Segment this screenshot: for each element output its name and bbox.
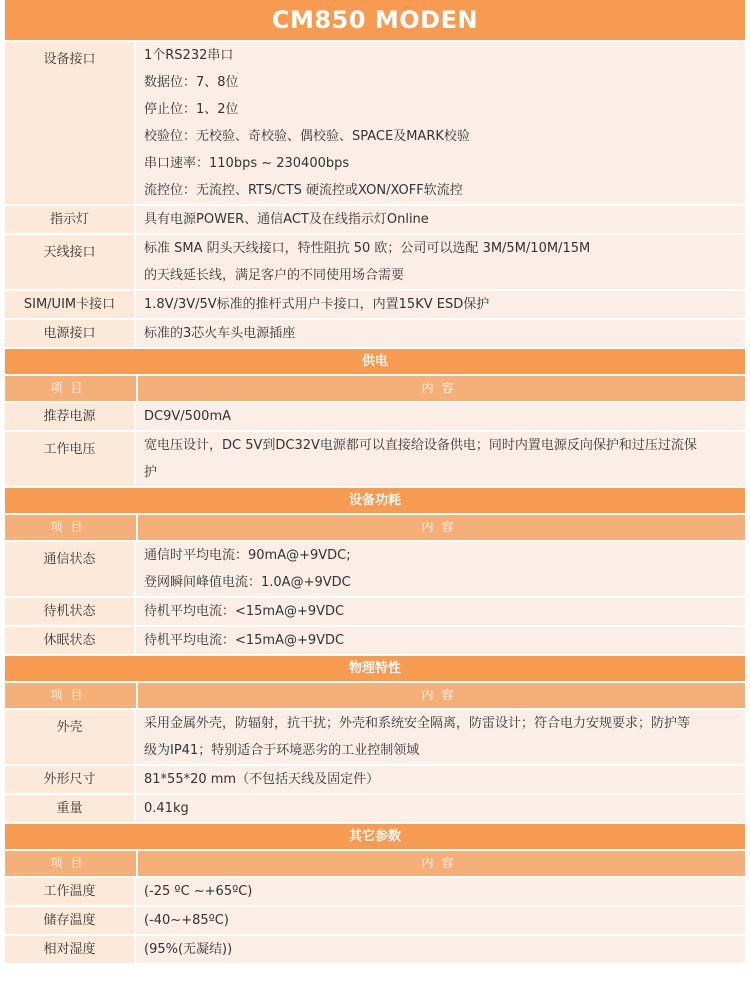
section-title: 设备功耗 bbox=[5, 488, 745, 515]
value-line: 81*55*20 mm（不包括天线及固定件） bbox=[144, 772, 380, 787]
row-label: 电源接口 bbox=[5, 320, 136, 347]
row-label: 外壳 bbox=[5, 710, 136, 764]
row-label: 设备接口 bbox=[5, 42, 136, 204]
column-header-item: 项目 bbox=[5, 851, 138, 876]
row-label: 指示灯 bbox=[5, 206, 136, 233]
value-line: (-40~+85ºC) bbox=[144, 913, 229, 928]
table-row bbox=[5, 42, 745, 206]
page-title: CM850 MODEN bbox=[5, 0, 745, 42]
row-value bbox=[136, 710, 745, 764]
table-row bbox=[5, 291, 745, 320]
row-value bbox=[136, 766, 745, 793]
row-value bbox=[136, 598, 745, 625]
table-row bbox=[5, 432, 745, 488]
value-line: 数据位：7、8位 bbox=[144, 75, 239, 90]
spec-sections bbox=[5, 349, 745, 965]
column-header-item: 项目 bbox=[5, 376, 138, 401]
row-value bbox=[136, 235, 745, 289]
table-row bbox=[5, 542, 745, 598]
value-line: 通信时平均电流：90mA@+9VDC; bbox=[144, 548, 351, 563]
row-value bbox=[136, 320, 745, 347]
section-title: 其它参数 bbox=[5, 824, 745, 851]
row-value bbox=[136, 42, 745, 204]
column-header-content: 内容 bbox=[138, 515, 745, 540]
column-header-content: 内容 bbox=[138, 376, 745, 401]
row-value bbox=[136, 403, 745, 430]
row-value bbox=[136, 432, 745, 486]
value-line: 护 bbox=[144, 465, 158, 480]
row-value bbox=[136, 907, 745, 934]
column-header bbox=[5, 376, 745, 403]
value-line: 待机平均电流：<15mA@+9VDC bbox=[144, 604, 345, 619]
table-row bbox=[5, 766, 745, 795]
value-line: 1个RS232串口 bbox=[144, 48, 234, 63]
column-header bbox=[5, 851, 745, 878]
value-line: 的天线延长线，满足客户的不同使用场合需要 bbox=[144, 268, 405, 283]
row-label: 储存温度 bbox=[5, 907, 136, 934]
value-line: 宽电压设计，DC 5V到DC32V电源都可以直接给设备供电；同时内置电源反向保护和过压过流保 bbox=[144, 438, 697, 453]
table-row bbox=[5, 627, 745, 656]
row-label: 外形尺寸 bbox=[5, 766, 136, 793]
value-line: 停止位：1、2位 bbox=[144, 102, 239, 117]
value-line: 待机平均电流：<15mA@+9VDC bbox=[144, 633, 345, 648]
row-label: 推荐电源 bbox=[5, 403, 136, 430]
value-line: DC9V/500mA bbox=[144, 409, 232, 424]
row-value bbox=[136, 795, 745, 822]
row-value bbox=[136, 878, 745, 905]
row-value bbox=[136, 542, 745, 596]
row-value bbox=[136, 627, 745, 654]
column-header bbox=[5, 515, 745, 542]
interface-table bbox=[5, 42, 745, 349]
value-line: 串口速率：110bps ~ 230400bps bbox=[144, 156, 350, 171]
row-label: 休眠状态 bbox=[5, 627, 136, 654]
table-row bbox=[5, 320, 745, 349]
row-label: 天线接口 bbox=[5, 235, 136, 289]
column-header-content: 内容 bbox=[138, 683, 745, 708]
value-line: 0.41kg bbox=[144, 801, 189, 816]
row-value bbox=[136, 291, 745, 318]
table-row bbox=[5, 795, 745, 824]
column-header-content: 内容 bbox=[138, 851, 745, 876]
table-row bbox=[5, 598, 745, 627]
table-row bbox=[5, 710, 745, 766]
value-line: 标准 SMA 阴头天线接口，特性阻抗 50 欧；公司可以选配 3M/5M/10M/15M bbox=[144, 241, 591, 256]
section-title: 物理特性 bbox=[5, 656, 745, 683]
value-line: 级为IP41；特别适合于环境恶劣的工业控制领域 bbox=[144, 743, 420, 758]
table-row bbox=[5, 206, 745, 235]
column-header-item: 项目 bbox=[5, 515, 138, 540]
value-line: 1.8V/3V/5V标准的推杆式用户卡接口，内置15KV ESD保护 bbox=[144, 297, 490, 312]
value-line: 具有电源POWER、通信ACT及在线指示灯Online bbox=[144, 212, 429, 227]
column-header bbox=[5, 683, 745, 710]
table-row bbox=[5, 235, 745, 291]
value-line: 标准的3芯火车头电源插座 bbox=[144, 326, 296, 341]
row-label: 工作电压 bbox=[5, 432, 136, 486]
row-label: 待机状态 bbox=[5, 598, 136, 625]
spec-sheet bbox=[5, 0, 745, 965]
column-header-item: 项目 bbox=[5, 683, 138, 708]
row-value bbox=[136, 206, 745, 233]
row-label: SIM/UIM卡接口 bbox=[5, 291, 136, 318]
row-label: 相对湿度 bbox=[5, 936, 136, 963]
section-title: 供电 bbox=[5, 349, 745, 376]
value-line: (-25 ºC ~+65ºC) bbox=[144, 884, 253, 899]
table-row bbox=[5, 878, 745, 907]
row-label: 工作温度 bbox=[5, 878, 136, 905]
row-label: 重量 bbox=[5, 795, 136, 822]
value-line: 登网瞬间峰值电流：1.0A@+9VDC bbox=[144, 575, 351, 590]
value-line: 采用金属外壳，防辐射，抗干扰；外壳和系统安全隔离，防雷设计；符合电力安规要求；防护等 bbox=[144, 716, 691, 731]
value-line: 校验位：无校验、奇校验、偶校验、SPACE及MARK校验 bbox=[144, 129, 470, 144]
table-row bbox=[5, 936, 745, 965]
value-line: 流控位：无流控、RTS/CTS 硬流控或XON/XOFF软流控 bbox=[144, 183, 463, 198]
row-value bbox=[136, 936, 745, 963]
table-row bbox=[5, 403, 745, 432]
row-label: 通信状态 bbox=[5, 542, 136, 596]
value-line: (95%(无凝结)) bbox=[144, 942, 233, 957]
table-row bbox=[5, 907, 745, 936]
